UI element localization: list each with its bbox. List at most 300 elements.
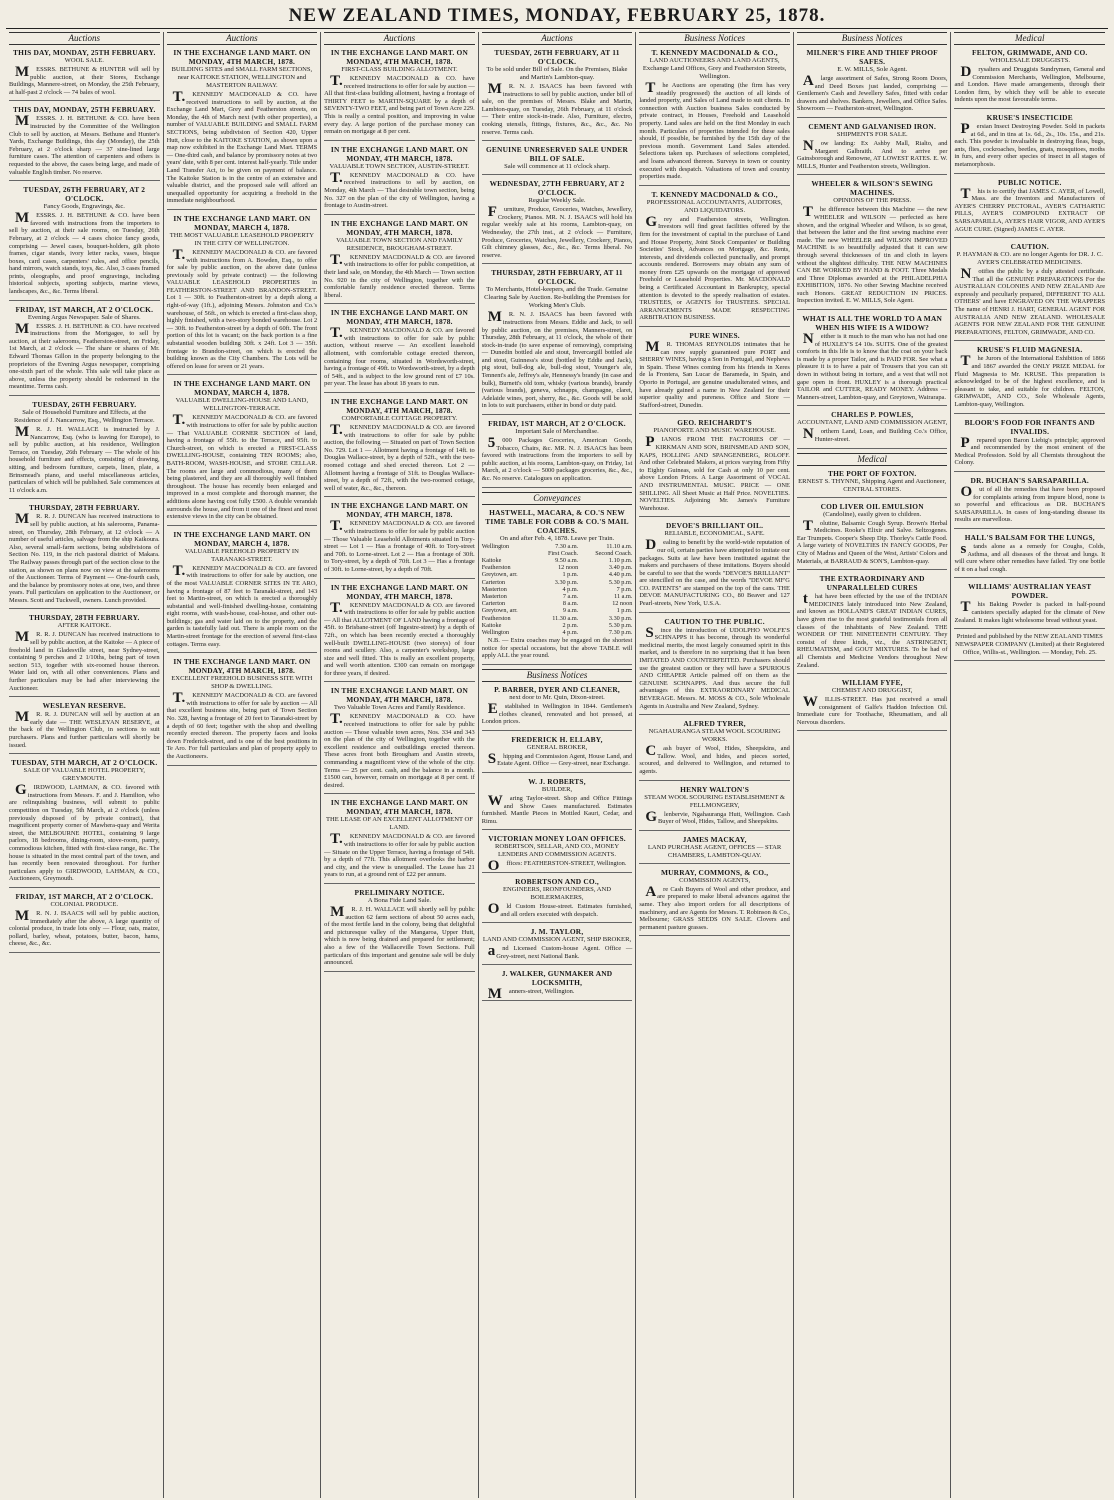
- ad-body: Shipping and Commission Agent, House Land, and Estate Agent. Office — Grey-street, near Exchange.: [487, 750, 633, 768]
- ad-body: that have been effected by the use of the INDIAN MEDICINES lately introduced into New Zealand, and known as HOLLAND'S GREAT INDIAN CURES, have given rise to the most grateful testimonials from all classes of the inhabitants of New Zealand. THE WONDER OF THE NINETEENTH CENTURY. They consist of three kinds, viz., the ASTRINGENT, RHEUMATISM, and GOUT MIXTURES. To be had of all Chemists and Medicine Vendors throughout New Zealand.: [796, 591, 948, 669]
- timetable-cell: Masterton: [481, 593, 507, 601]
- ad-subheading: STEAM WOOL SCOURING ESTABLISHMENT & FELLMONGERY,: [644, 793, 785, 809]
- ad-subheading: OPINIONS OF THE PRESS.: [833, 197, 912, 205]
- timetable-cell: 5.30 p.m.: [608, 578, 633, 586]
- timetable-cell: Carterton: [481, 578, 506, 586]
- ad-body: The Auctions are operating (the firm has very steadily progressed) the auction of all kinds of landed property, and Sales of Land made to suit clients. In connection with Auction business Sales conducted by private contract, in Houses, Freehold and Leasehold property. Land sales are held on the first Monday in each month. Particulars of properties intended for these sales should, if possible, be furnished by the 15th day of the previous month. Government Land Sales attended. Selections taken up. Purchases of selections completed, and loans advanced thereon. Surveys in town or country executed with despatch. Valuations of town and country properties made.: [639, 80, 790, 181]
- ad-heading: IN THE EXCHANGE LAND MART. ON MONDAY, 4TH MARCH, 1878.: [330, 582, 468, 601]
- advertisement: [9, 701, 160, 754]
- ad-subheading: Important Sale of Merchandise.: [515, 428, 599, 436]
- advertisement: [954, 533, 1105, 578]
- ad-subheading: FIRST-CLASS BUILDING ALLOTMENT.: [341, 66, 458, 73]
- timetable-cell: 7 p.m.: [616, 585, 633, 593]
- ad-heading: BLOOR'S FOOD FOR INFANTS AND INVALIDS.: [964, 417, 1095, 436]
- ad-heading: FELTON, GRIMWADE, AND CO.: [972, 48, 1088, 57]
- ad-body: The difference between this Machine — the new WHEELER and WILSON — perfected as here shown, and the original Wheeler and Wilson, is so great, that between the latter and the first sewing machine ever made. The new WHEELER and WILSON IMPROVED MACHINE is so beautifully adjusted that it can sew through several thicknesses of tin and cloth in layers without the slightest difficulty. THE NEW MACHINES CAN BE WORKED BY HAND & FOOT. Three Medals and Three Diplomas awarded at the PHILADELPHIA EXHIBITION, 1876. No other Sewing Machine received such Honors. GREAT REDUCTION IN PRICES. Inspection invited. E. W. MILLS, Sole Agent.: [796, 204, 948, 305]
- advertisement: [324, 308, 475, 393]
- ad-subheading: RELIABLE, ECONOMICAL, SAFE.: [664, 530, 765, 538]
- ad-heading: THIS DAY, MONDAY, 25TH FEBRUARY.: [13, 48, 156, 57]
- ad-body: Cash buyer of Wool, Hides, Sheepskins, and Tallow. Wool, and hides, and pieces sorted, scoured, and delivered to Wellington, and returned to agents.: [639, 743, 790, 775]
- timetable-cell: 1 p.m.: [616, 607, 633, 615]
- timetable-cell: 3.30 p.m.: [608, 614, 633, 622]
- ad-subheading: On and after Feb. 4, 1878. Leave per Train.: [499, 534, 615, 542]
- advertisement: [324, 501, 475, 578]
- advertisement: [9, 892, 160, 953]
- ad-body: Prepared upon Baron Liebig's principle; approved and recommended by the most eminent of the Medical Profession. Sold by all Chemists throughout the Colony.: [954, 434, 1106, 467]
- ad-subheading: VALUABLE DWELLING-HOUSE AND LAND, WELLINGTON-TERRACE.: [175, 397, 309, 413]
- ad-heading: IN THE EXCHANGE LAND MART. ON MONDAY, 4TH MARCH, 1878.: [330, 501, 468, 520]
- advertisement: [324, 48, 475, 141]
- timetable-cell: 3.40 p.m.: [608, 564, 633, 572]
- advertisement: [797, 48, 948, 118]
- advertisement: [954, 242, 1105, 341]
- advertisement: [167, 657, 318, 765]
- column-5: [635, 32, 793, 1498]
- ad-heading: IN THE EXCHANGE LAND MART. ON MONDAY, 4TH MARCH, 1878.: [330, 798, 468, 817]
- advertisement: [482, 268, 633, 415]
- advertisement: [9, 758, 160, 888]
- advertisement: [954, 476, 1105, 529]
- advertisement: [954, 113, 1105, 174]
- ad-subheading: PROFESSIONAL ACCOUNTANTS, AUDITORS, AND LIQUIDATORS.: [646, 198, 783, 214]
- ad-body: T.KENNEDY MACDONALD & CO. are favored with instructions from A. Bowden, Esq., to offer for sale by public auction, on the above date (unless previously sold by private contract) — the following VALUABLE LEASEHOLD PROPERTIES in FEATHERSTON-STREET AND BRANDON-STREET. Lot 1 — 30ft. to Featherston-street by a depth along a right-of-way (1ft.), adjoining Messrs. Johnston and Co.'s warehouse, of 56ft., on which is erected a first-class shop, highly finished, with a two-story bonded warehouse. Lot 2 — 30ft. to Featherston-street by a depth of 60ft. The front portion of this lot is vacant; on the back portion is a fine substantial wooden building 30ft. x 24ft. Lot 3 — 35ft. frontage to Brandon-street, on which is erected the building known as the City Chambers. The Lots will be offered on lease for seven or 21 years.: [166, 246, 318, 370]
- ad-body: MR. J. H. WALLACE is instructed by J. Nancarrow, Esq. (who is leaving for Europe), to sell by public auction, at his residence, Wellington Terrace, on Tuesday, 26th February — The whole of his household furniture and effects, consisting of drawing, sitting, and bedroom furniture, carpets, linen, plate, a Brinsmead's piano, and useful miscellaneous articles, particulars of which will be published. Sale commences at 11 o'clock a.m.: [9, 424, 160, 494]
- ad-heading: HENRY WALTON'S: [680, 784, 750, 794]
- timetable-row: [482, 629, 633, 636]
- ad-subheading: SALE OF VALUABLE HOTEL PROPERTY, GREYMOUTH.: [23, 767, 146, 783]
- advertisement: [482, 834, 633, 873]
- ad-body: T.KENNEDY MACDONALD & CO. have received instructions to sell by auction, at the Exchange Land Mart, Grey and Featherston streets, on Monday, the 4th of March next (with other properties), a number of VALUABLE BUILDING and SMALL FARM SECTIONS, being subdivision of Section 420, Upper Hutt, close to the KAITOKE STATION, as shown upon a map now exhibited in the Exchange Land Mart. TERMS — One-third cash, and balance by promissory notes at two years' date, with 8 per cent. interest half-yearly. Title under Land Transfer Act, to be given on payment of balance. The Kaitoke Station is in the centre of an extensive and valuable district, and the proposed sale will afford an unequalled opportunity for acquiring a freehold in the immediate neighbourhood.: [166, 89, 318, 205]
- timetable-row: [482, 557, 633, 564]
- ad-list: [797, 48, 948, 731]
- advertisement: [482, 48, 633, 141]
- ad-body: Established in Wellington in 1844. Gentlemen's clothes cleaned, renovated and hot pressed, at London prices.: [481, 701, 633, 726]
- ad-heading: KRUSE'S INSECTICIDE: [986, 112, 1073, 122]
- timetable-cell: 1 p.m.: [562, 571, 579, 579]
- ad-list: [482, 685, 633, 1001]
- advertisement: [482, 969, 633, 1001]
- ad-list: [482, 48, 633, 488]
- ad-body: T.KENNEDY MACDONALD & CO. are favored with instructions to offer for sale by public auction — All that ALLOTMENT OF LAND having a frontage of 45ft. to Brisbane-street (off Ingestre-street) by a depth of 72ft., on which has been recently erected a thoroughly well-built DWELLING-HOUSE (two storeys) of four rooms and scullery. Also, a carpenter's workshop, large size and well fitted. This is really an excellent property, and well worth attention. £300 can remain on mortgage for three years, if desired.: [324, 599, 475, 677]
- ad-heading: IN THE EXCHANGE LAND MART. ON MONDAY, 4TH MARCH, 1878.: [330, 308, 468, 327]
- ad-heading: PURE WINES.: [689, 331, 740, 341]
- timetable-cell: Second Coach.: [595, 549, 633, 557]
- ad-body: MESSRS. BETHUNE & HUNTER will sell by public auction, at their Stores, Exchange Buildings, Mannere-street, on Monday, the 25th February, at half-past 2 o'clock — 74 bales of wool.: [9, 64, 160, 96]
- timetable-cell: First Coach.: [547, 549, 579, 557]
- ad-body: T.KENNEDY MACDONALD & CO. have received instructions to sell by auction, on Monday, 4th March — That desirable town section, being No. 327 on the plan of the city of Wellington, having a frontage to Austin-street.: [324, 169, 475, 210]
- ad-heading: COD LIVER OIL EMULSION: [820, 501, 924, 511]
- ad-subheading: LAND AND COMMISSION AGENT, SHIP BROKER,: [482, 936, 632, 944]
- ad-subheading: Fancy Goods, Engravings, &c.: [43, 203, 125, 211]
- advertisement: [9, 400, 160, 499]
- ad-body: Drysalters and Druggists Sundrymen, General and Commission Merchants, Wellington, Melbourne, and London. Have made arrangements, through their London firm, by which they will be able to execute indents upon the most favourable terms.: [954, 64, 1106, 104]
- timetable-cell: 2 p.m.: [562, 621, 579, 629]
- section-heading: Business Notices: [797, 32, 948, 45]
- timetable-cell: Masterton: [481, 585, 507, 593]
- advertisement: [167, 48, 318, 210]
- ad-heading: DEVOE'S BRILLIANT OIL.: [666, 521, 764, 531]
- ad-heading: ALFRED TYRER,: [683, 719, 746, 729]
- ad-heading: MURRAY, COMMONS, & CO.,: [660, 867, 769, 877]
- timetable-row: [482, 622, 633, 629]
- ad-body: MR. J. H. WALLACE will shortly sell by public auction 62 farm sections of about 50 acres each, of the most fertile land in the colony, being that delightful and picturesque valley of the Mangaroa, Upper Hutt, which is now being drained and prepared for settlement; also a few of the Wallaceville Town Sections. Full particulars of this important and genuine sale will be duly announced.: [324, 903, 475, 967]
- ad-body: Notifies the public by a duly attested certificate. That all the GENUINE PREPARATIONS For the AUSTRALIAN COLONIES AND NEW ZEALAND Are expressly and peculiarly prepared, DIFFERENT TO ALL OTHERS' and have ENGRAVED ON THE WRAPPERS The name of HENRI J. HART, GENERAL AGENT FOR AUSTRALIA AND NEW ZEALAND. WHOLESALE AGENTS FOR NEW ZEALAND FOR THE GENUINE PREPARATIONS, FELTON, GRIMWADE, AND CO.: [954, 266, 1106, 336]
- ad-heading: WESLEYAN RESERVE.: [42, 701, 126, 711]
- timetable-row: [482, 600, 633, 607]
- ad-body: T.KENNEDY MACDONALD & CO. are favored with instructions to offer for sale by public auction, without reserve — An excellent leasehold allotment, with comfortable cottage erected thereon, containing four rooms, situated in Wordsworth-street, having a frontage of 49ft. to Wordsworth-street, by a depth of 54ft., and is subject to the low ground rent of £7 10s. per year. The lease has about 18 years to run.: [324, 325, 475, 388]
- ad-subheading: Two Valuable Town Acres and Family Residence.: [333, 704, 466, 712]
- ad-body: Waring Taylor-street. Shop and Office Fittings and Show Cases manufactured. Estimates furnished. Mantle Pieces in Mottled Kauri, Cedar, and Rimu.: [481, 792, 633, 825]
- timetable-row: [482, 579, 633, 586]
- ad-body: Manners-street, Wellington.: [487, 986, 575, 1003]
- section-heading: Conveyances: [482, 492, 633, 505]
- ad-body: Tolutine, Balsamic Cough Syrup. Brown's Herbal Medicines. Rooke's Elixir and Salve. Seltzogenes. Ear Trumpets. Cooper's Sheep Dip. Thorley's Cattle Food. A large variety of NOVELTIES IN FANCY GOODS, Per City of Madras and Queen of the West, Artists' Colors and Materials, at BARRAUD & SON'S, Lambton-quay.: [796, 517, 948, 565]
- ad-body: WILLIS-STREET. Has just received a small consignment of Galfe's Haddon Infection Oil. Immediate cure for Toothache, Rheumatism, and all Nervous disorders.: [796, 694, 948, 726]
- ad-heading: JAMES MACKAY,: [682, 834, 747, 844]
- ad-heading: TUESDAY, 26TH FEBRUARY, AT 11 O'CLOCK.: [494, 48, 620, 66]
- timetable-cell: 12 noon: [612, 600, 633, 608]
- ad-note: N.B. — Extra coaches may be engaged on the shortest notice for special occasions, but the above TABLE will apply ALL the year round.: [481, 637, 633, 660]
- timetable-row: [482, 593, 633, 600]
- ad-body: MR. R. J. DUNCAN will sell by auction at an early date — THE WESLEYAN RESERVE, at the back of the Wellington Club, in sections to suit purchasers. Plans and further particulars will shortly be issued.: [9, 709, 160, 749]
- ad-body: Out of all the remedies that have been proposed for complaints arising from impure blood, none is so powerful and efficacious as DR. BUCHAN'S SARSAPARILLA. In cases of long-standing disease its results are marvellous.: [954, 483, 1106, 524]
- ad-subheading: ERNEST S. THYNNE, Shipping Agent and Auctioneer, CENTRAL STORES.: [798, 477, 947, 493]
- advertisement: [797, 179, 948, 310]
- ad-list: [639, 48, 790, 936]
- column-6: [793, 32, 951, 1498]
- ad-subheading: PIANOFORTE AND MUSIC WAREHOUSE.: [653, 427, 776, 435]
- advertisement: [954, 633, 1105, 661]
- advertisement: [482, 685, 633, 731]
- advertisement: [324, 888, 475, 972]
- ad-subheading: VALUABLE FREEHOLD PROPERTY IN TARANAKI-STREET.: [184, 547, 299, 563]
- timetable-row: [482, 586, 633, 593]
- ad-body: T.KENNEDY MACDONALD & CO. are favored with instructions to offer for sale by public auction — That VALUABLE CORNER SECTION of land, having a frontage of 55ft. to the Terrace, and 95ft. to Church-street, on which is erected a FIRST-CLASS DWELLING-HOUSE, containing TEN ROOMS; also, BATH-ROOM, WASH-HOUSE, and STORE CELLAR. The rooms are large and commodious, many of them being plastered, and they are all thoroughly well finished throughout. The house has recently been enlarged and improved in a most complete and thorough manner, the additions alone having cost fully £500. A double verandah surrounds the house, and from it one of the finest and most extensive views in the city can be obtained.: [166, 412, 318, 521]
- ad-body: Persian Insect Destroying Powder. Sold in packets at 6d., and in tins at 1s. 6d., 2s., 10s. 15s., and 21s. each. This powder is invaluable in destroying fleas, bugs, ants, flies, cockroaches, beetles, gnats, mosquitoes, moths in furs, and every other species of insect in all stages of metamorphosis.: [954, 120, 1106, 168]
- advertisement: [639, 719, 790, 780]
- ad-heading: MILNER'S FIRE AND THIEF PROOF SAFES.: [806, 48, 938, 66]
- advertisement: [9, 105, 160, 181]
- timetable-cell: 5.30 p.m.: [608, 621, 633, 629]
- ad-heading: TUESDAY, 26TH FEBRUARY.: [32, 400, 137, 409]
- ad-heading: HALL'S BALSAM FOR THE LUNGS,: [964, 532, 1095, 542]
- timetable-row: [482, 543, 633, 550]
- ad-heading: ROBERTSON AND CO.,: [515, 876, 599, 886]
- ad-subheading: LAND AUCTIONEERS AND LAND AGENTS, Exchange Land Offices, Grey and Featherston Streets, Wellington.: [642, 57, 787, 80]
- ad-heading: THURSDAY, 28TH FEBRUARY, AT 11 O'CLOCK.: [491, 268, 623, 287]
- ad-subheading: SHIPMENTS FOR SALE.: [836, 130, 908, 138]
- ad-heading: FRIDAY, 1ST MARCH, AT 2 O'CLOCK.: [488, 419, 626, 429]
- ad-heading: J. WALKER, GUNMAKER AND LOCKSMITH,: [501, 969, 613, 988]
- ad-subheading: To Merchants, Hotel-keepers, and the Trade. Genuine Clearing Sale by Auction. Re-building the Premises for Working Men's Club.: [484, 286, 630, 310]
- ad-body: Are Cash Buyers of Wool and other produce, and are prepared to make liberal advances against the same. They also import orders for all descriptions of machinery, and are Agents for Messrs. T. Robinson & Co., Melbourne; GRASS SEEDS ON SALE. Clovers and permanent pasture grasses.: [639, 883, 790, 931]
- ad-heading: IN THE EXCHANGE LAND MART. ON MONDAY, MARCH 4, 1878.: [173, 529, 311, 548]
- advertisement: [482, 735, 633, 773]
- column-4: [478, 32, 636, 1498]
- advertisement: [954, 345, 1105, 413]
- ad-subheading: BUILDER,: [541, 785, 573, 793]
- ad-subheading: ENGINEERS, IRONFOUNDERS, AND BOILERMAKERS,: [502, 885, 612, 901]
- ad-heading: IN THE EXCHANGE LAND MART. ON MONDAY, 4TH MARCH, 1878.: [173, 657, 311, 676]
- ad-heading: IN THE EXCHANGE LAND MART. ON MONDAY, 4TH MARCH, 1878.: [330, 144, 468, 163]
- advertisement: [482, 877, 633, 923]
- advertisement: [482, 179, 633, 264]
- ad-subheading: WOOL SALE.: [64, 57, 104, 64]
- timetable-row: [482, 615, 633, 622]
- timetable-cell: Greytown, arr.: [481, 607, 518, 615]
- ad-heading: HASTWELL, MACARA, & CO.'S NEW TIME TABLE FOR COBB & CO.'S MAIL COACHES.: [485, 507, 629, 535]
- ad-heading: THE PORT OF FOXTON.: [827, 468, 917, 478]
- ad-body: MESSRS. J. H. BETHUNE & CO. have been favored with instructions from the importers to sell by auction, at their sale rooms, on Tuesday, 26th February, at 2 o'clock — 4 cases choice fancy goods, comprising — Jewel cases, bouquet-holders, gilt photo frames, cigar stands, ivory letter racks, vases, bisque boxes, card cases, carpenters' rules, and office pencils, hand mirrors, watch stands, toys, &c. Also, 3 cases framed prints, oleographs, and proof engravings, including historical subjects, sporting subjects, marine views, landscapes, &c., &c. Terms liberal.: [9, 210, 160, 296]
- ad-body: Northern Land, Loan, and Building Co.'s Office, Hunter-street.: [802, 426, 948, 443]
- ad-heading: THIS DAY, MONDAY, 25TH FEBRUARY.: [13, 105, 156, 115]
- advertisement: [482, 419, 633, 488]
- ad-subheading: Sale will commence at 11 o'clock sharp.: [504, 163, 610, 171]
- ad-heading: PUBLIC NOTICE.: [997, 177, 1062, 187]
- advertisement: [9, 48, 160, 101]
- ad-subheading: Printed and published by the NEW ZEALAND TIMES NEWSPAPER COMPANY (Limited) at their Registered Office, Willis-st., Wellington. — Monday, Feb. 25.: [955, 633, 1105, 657]
- ad-subheading: E. W. MILLS, Sole Agent.: [837, 66, 908, 73]
- advertisement: [324, 145, 475, 215]
- ad-body: T.KENNEDY MACDONALD & CO. have received instructions to offer for sale by public auction — Those valuable town acres, Nos. 334 and 343 on the plan of the city of Wellington, together with the excellent residence and outbuildings erected thereon. These acres front both Brougham and Austin streets, commanding a magnificent view of the whole of the city. Terms — 25 per cent. cash, and the balance in a month. £1500 can, however, remain on mortgage at 8 per cent. if desired.: [324, 711, 475, 789]
- ad-heading: GEO. REICHARDT'S: [677, 418, 752, 428]
- ad-body: Furniture, Produce, Groceries, Watches, Jewellery, Crockery, Pianos. MR. N. J. ISAACS will hold his regular weekly sale at his rooms, Lambton-quay, on Wednesday, the 27th inst., at 2 o'clock — Furniture, Produce, Groceries, Watches, Jewellery, Crockery, Pianos, Gilt chimney glasses, &c., &c., &c. Terms liberal. No reserve.: [481, 204, 633, 259]
- ad-subheading: COLONIAL PRODUCE.: [50, 900, 119, 908]
- column-1: [6, 32, 163, 1498]
- timetable-row: [482, 571, 633, 578]
- ad-heading: P. BARBER, DYER AND CLEANER,: [494, 685, 620, 695]
- section-heading: Business Notices: [482, 669, 633, 682]
- advertisement: [954, 48, 1105, 109]
- ad-heading: VICTORIAN MONEY LOAN OFFICES.: [488, 834, 626, 844]
- ad-body: MR. N. J. ISAACS has been favored with instructions to sell by public auction, under bill of sale, on the premises of Messrs. Blake and Martin, Lambton-quay, on Tuesday, 26th February, at 11 o'clock — Their entire stock-in-trade. Also, Furniture, electro, cooking utensils, fittings, fixtures, &c., &c., &c. No reserve. Terms cash.: [481, 81, 633, 136]
- advertisement: [324, 583, 475, 683]
- section-heading: Auctions: [324, 32, 475, 45]
- ad-heading: WILLIAM FYFE,: [841, 678, 903, 688]
- ad-body: MR. R. J. DUNCAN has received instructions to sell by public auction, at the Kaitoke — A piece of freehold land in Gladesville street, near Sydney-street, containing 9 perches and 2 1/10ths, being part of town section 513, together with six-roomed house thereon. Water laid on, with all other conveniences. Plans and further particulars may be had after interviewing the Auctioneer.: [9, 629, 160, 692]
- section-heading: Medical: [954, 32, 1105, 45]
- ad-subheading: To be sold under Bill of Sale. On the Premises, Blake and Martin's Lambton-quay.: [486, 66, 628, 81]
- ad-body: stands alone as a remedy for Coughs, Colds, Asthma, and all diseases of the throat and lungs. It will cure where other remedies have failed. Try one bottle of it on a bad cough.: [954, 540, 1106, 573]
- advertisement: [639, 785, 790, 831]
- ad-heading: THE EXTRAORDINARY AND UNPARALLELED CURES: [819, 574, 925, 593]
- advertisement: [9, 503, 160, 609]
- advertisement: [639, 521, 790, 612]
- advertisement: [324, 219, 475, 305]
- advertisement: [9, 185, 160, 301]
- advertisement: [639, 418, 790, 517]
- ad-body: Grey and Featherston streets, Wellington. Investors will find great facilities offered by the firm for the investment of capital in the purchase of Land and House Property, Joint Stock Companies' or Building Societies' Stock, Advances on Mortgage, &c. Rents, interests, and dividends collected punctually, and prompt accounts rendered. Borrowers may obtain any sum of money from £25 upwards on the mortgage of approved Freehold or Leasehold Properties. Mr. MACDONALD being a Certificated Accountant in Bankruptcy, special attention is devoted to the speedy realisation of estates. TRUSTEES, or AGENTS for TRUSTEES. SPECIAL ARRANGEMENTS MADE RESPECTING ARBITRATION BUSINESS.: [639, 213, 790, 322]
- timetable-cell: 4.40 p.m.: [608, 571, 633, 579]
- advertisement: [797, 678, 948, 731]
- advertisement: [954, 582, 1105, 629]
- ad-subheading: ACCOUNTANT, LAND AND COMMISSION AGENT,: [797, 419, 948, 427]
- ad-subheading: Evening Argus Newspaper. Sale of Shares.: [27, 313, 141, 321]
- advertisement: [797, 574, 948, 674]
- ad-subheading: THE MOST VALUABLE LEASEHOLD PROPERTY IN THE CITY OF WELLINGTON.: [169, 231, 315, 247]
- ad-heading: CHARLES P. POWLES,: [831, 410, 914, 420]
- ad-subheading: GENERAL BROKER,: [526, 743, 588, 751]
- ad-heading: W. J. ROBERTS,: [528, 776, 586, 786]
- ad-heading: IN THE EXCHANGE LAND MART. ON MONDAY, MARCH 4, 1878.: [173, 213, 311, 232]
- ad-subheading: A Bona Fide Land Sale.: [367, 896, 432, 904]
- timetable-cell: Featherston: [481, 614, 511, 622]
- ad-body: This Baking Powder is packed in half-pound canisters specially adapted for the climate of New Zealand. It makes light wholesome bread without yeast.: [954, 599, 1106, 624]
- ad-subheading: THE LEASE OF AN EXCELLENT ALLOTMENT OF LAND.: [325, 816, 473, 832]
- ad-body: Alarge assortment of Safes, Strong Room Doors, and Deed Boxes just landed, comprising — Gentlemen's Cash and Jewellery Safes, fitted with cedar drawers and shelves. Bankers, Jewellers, and Office Safes. Showroom — Featherston-street, Wellington.: [796, 73, 948, 113]
- advertisement: [324, 686, 475, 794]
- section-heading: Auctions: [9, 32, 160, 45]
- timetable-cell: 11 a.m.: [614, 593, 633, 601]
- ad-subheading: EXCELLENT FREEHOLD BUSINESS SITE WITH SHOP & DWELLING.: [171, 675, 313, 691]
- advertisement: [324, 798, 475, 884]
- advertisement: [639, 48, 790, 186]
- ad-subheading: NGAHAURANGA STEAM WOOL SCOURING WORKS.: [648, 728, 781, 744]
- ad-heading: FRIDAY, 1ST MARCH, AT 2 O'CLOCK.: [15, 304, 154, 314]
- ad-subheading: Regular Weekly Sale.: [528, 197, 586, 205]
- advertisement: [639, 617, 790, 716]
- timetable-row: [482, 564, 633, 571]
- advertisement: [954, 418, 1105, 472]
- ad-subheading: COMFORTABLE COTTAGE PROPERTY.: [341, 415, 458, 423]
- ad-body: T.KENNEDY MACDONALD & CO. are favored with instructions to offer for sale by auction, one of the most VALUABLE CORNER SITES IN TE ARO, having a frontage of 87 feet to Taranaki-street, and 143 feet to Martin-street, on which is erected a thoroughly substantial and well-finished dwelling-house, containing eight rooms, with wash-house, coal-house, and other out-buildings; gas and water laid on to the property, and the garden is tastefully laid out. There is ample room on the Martin-street frontage for the erection of several first-class cottages. Terms easy.: [166, 562, 318, 648]
- ad-body: Offices: FEATHERSTON-STREET, Wellington.: [487, 858, 627, 875]
- ad-heading: T. KENNEDY MACDONALD & CO.,: [651, 189, 778, 199]
- advertisement: [639, 190, 790, 327]
- ad-body: and Licensed Custom-house Agent. Office — Grey-street, next National Bank.: [487, 943, 633, 960]
- timetable-cell: 3.30 p.m.: [554, 578, 579, 586]
- advertisement: [797, 122, 948, 175]
- ad-body: Neither is it much to the man who has not had one of HUXLEY'S £4 10s. SUITS. One of the greatest comforts in this life is to know that the coat on your back is made by a proper Tailor, and is PAID FOR. See what a pleasure it is to have a pair of Trousers that you can sit down in without being in torture, and a vest that will not gape open in front. HUXLEY is a thorough practical TAILOR and CUTTER, READY MONEY. Address — Manners-street, Lambton-quay, and Greytown, Wairarapa.: [796, 331, 948, 401]
- timetable-cell: 11.10 a.m.: [606, 542, 633, 550]
- advertisement: [482, 927, 633, 965]
- ad-body: MESSRS. J. H. BETHUNE & CO. have been instructed by the Committee of the Wellington Club to sell by auction, at Messrs. Bethune and Hunter's Yards, Exchange Buildings, this day (Monday), the 25th February, at 2 o'clock sharp — 37 sine-lined large furniture cases. The attention of carpenters and others is requested to the above, the cases being large, and made of valuable English timber. No reserve.: [9, 113, 160, 176]
- advertisement: [167, 530, 318, 654]
- ad-heading: FRIDAY, 1ST MARCH, AT 2 O'CLOCK.: [15, 891, 154, 901]
- ad-body: MR. N. J. ISAACS has been favored with instructions from Messrs. Eddie and Jack, to sell by public auction, on the premises, Manners-street, on Thursday, 28th February, at 11 o'clock, the whole of their stock-in-trade (to save expense of removing), comprising — Dunedin bottled ale and stout, Invercargill bottled ale and stout, Guinness's stout (bottled by Eddie and Jack), pig stout, bull-dog ale, bull-dog stout, Younger's ale, Tennent's ale, Jeffrey's ale, Hennessy's brandy (in case and bulk), Burnett's old tom, whisky (various brands), brandy (various brands), geneva, schnapps, champagne, claret, Adelaide wines, port, sherry, &c., &c. Goods will be sold in lots to suit purchasers, either in bond or duty paid.: [481, 309, 633, 410]
- ad-subheading: (Candoline), easily given to children.: [823, 510, 922, 518]
- advertisement: [639, 835, 790, 864]
- ad-subheading: P. HAYMAN & CO. are no longer Agents for DR. J. C. AYER'S CELEBRATED MEDICINES.: [956, 251, 1103, 267]
- ad-list: [324, 48, 475, 972]
- ad-body: MR. THOMAS REYNOLDS intimates that he can now supply guaranteed pure PORT and SHERRY WINES, having a Son in Portugal, and Nephews in Spain. These Wines coming from his friends in Xeres de la Frontera, San Lucar de Barameda, in Spain, and Oporto in Portugal, are genuine unadulterated wines, and have already gained a name in New Zealand for their superior quality and pureness. Office and Store — Stafford-street, Dunedin.: [639, 339, 790, 409]
- ad-heading: TUESDAY, 5TH MARCH, AT 2 O'CLOCK.: [11, 758, 158, 768]
- timetable: [482, 543, 633, 637]
- ad-subheading: WHOLESALE DRUGGISTS.: [989, 57, 1071, 64]
- timetable-row: [482, 607, 633, 614]
- section-heading: Auctions: [482, 32, 633, 45]
- ad-subheading: AFTER KAITOKE.: [57, 622, 111, 630]
- ad-subheading: CHEMIST AND DRUGGIST,: [831, 687, 913, 695]
- ad-heading: WILLIAMS' AUSTRALIAN YEAST POWDER.: [968, 582, 1092, 601]
- timetable-cell: Greytown, arr.: [481, 571, 518, 579]
- ad-body: Dealing to benefit by the world-wide reputation of our oil, certain parties have attempted to imitate our packages. Suits at law have been instituted against the makers and purchasers of these imitations. Buyers should be careful to see that the words "DEVOE'S BRILLIANT" are stencilled on the case, and the words "DEVOE MF'G CO. PATENTS" are stamped on the top of the cans. THE DEVOE MANUFACTURING CO., 80 Beaver and 127 Pearl-streets, New York, U.S.A.: [639, 537, 790, 608]
- ad-subheading: Sale of Household Furniture and Effects, at the Residence of J. Nancarrow, Esq., Wellington Terrace.: [13, 409, 155, 424]
- ad-body: This is to certify that JAMES C. AYER, of Lowell, Mass. are the Inventors and Manufacturers of AYER'S CHERRY PECTORAL, AYER'S CATHARTIC PILLS, AYER'S COMPOUND EXTRACT OF SARSAPARILLA, AYER'S HAIR VIGOR, AND AYER'S AGUE CURE. (Signed) JAMES C. AYER.: [954, 185, 1106, 233]
- timetable-row: [482, 550, 633, 557]
- ad-heading: TUESDAY, 26TH FEBRUARY, AT 2 O'CLOCK.: [23, 185, 146, 204]
- timetable-cell: 4 p.m.: [562, 585, 579, 593]
- ad-body: The Jurors of the International Exhibition of 1866 and 1867 awarded the ONLY PRIZE MEDAL for Fluid Magnesia to Mr. KRUSE. This preparation is acknowledged to be of the highest excellence, and is pleasant to take, and suitable for children. FELTON, GRIMWADE, AND CO., Sole Wholesale Agents, Lambton-quay, Wellington.: [954, 353, 1106, 408]
- ad-heading: J. M. TAYLOR,: [530, 927, 584, 937]
- advertisement: [482, 777, 633, 830]
- timetable-cell: 7.30 p.m.: [608, 629, 633, 637]
- advertisement: [639, 331, 790, 414]
- advertisement: [797, 502, 948, 571]
- ad-list: [954, 48, 1105, 661]
- advertisement: [797, 314, 948, 406]
- advertisement: [639, 868, 790, 937]
- advertisement: [167, 379, 318, 525]
- ad-body: T.KENNEDY MACDONALD & CO. have received instructions to offer for sale by auction — All that first-class building allotment, having a frontage of THIRTY FEET to MARTIN-SQUARE by a depth of SEVENTY-TWO FEET, and being part of Town Acre 229. This is really a central position, and improving in value every day. A large portion of the purchase money can remain on mortgage at 8 per cent.: [324, 73, 475, 136]
- ad-body: MESSRS. J. H. BETHUNE & CO. have received instructions from the Mortgagee, to sell by auction, at their salerooms, Featherston-street, on Friday, 1st March, at 2 o'clock — The share or shares of Mr. Edward Thomas Gillon in the property belonging to the proprietors of the Evening Argus newspaper, comprising one-sixth part of the whole. This sale will take place as above, unless the property should be redeemed in the meantime. Terms cash.: [9, 320, 160, 391]
- advertisement: [954, 178, 1105, 239]
- ad-list: [167, 48, 318, 766]
- timetable-cell: Kaitoke: [481, 621, 502, 629]
- ad-heading: CAUTION.: [1010, 242, 1049, 252]
- ad-body: T.KENNEDY MACDONALD & CO. are favored with instructions to offer for public competition, at their land sale, on Monday, the 4th March — Town section No. 920 in the city of Wellington, together with the comfortable family residence erected thereon. Terms liberal.: [324, 251, 475, 299]
- ad-body: PIANOS FROM THE FACTORIES OF — KIRKMAN AND SON, BRINSMEAD AND SON, KAPS, HOLLING AND SPANGENBERG, ROLOFF. And other Celebrated Makers, at prices varying from Fifty to Eighty Guineas, sold for Cash at only 10 per cent. above London Prices. A Large Assortment of VOCAL AND INSTRUMENTAL MUSIC. PRICE — ONE SHILLING. All Sheet Music at Half Price. NOVELTIES. NOVELTIES. Adjoining Mr. James's Furniture Warehouse.: [639, 434, 790, 512]
- ad-heading: IN THE EXCHANGE LAND MART. ON MONDAY, 4TH MARCH, 1878.: [330, 218, 468, 237]
- ad-body: MR. N. J. ISAACS will sell by public auction, immediately after the above, A large quantity of colonial produce, in trade lots only — Flour, oats, maize, pollard, barley, wheat, potatoes, butter, bacon, hams, cheese, &c., &c.: [9, 907, 160, 948]
- ad-heading: IN THE EXCHANGE LAND MART. ON MONDAY, 4TH MARCH, 1878.: [330, 48, 468, 66]
- ad-body: T.KENNEDY MACDONALD & CO. are favored with instructions to offer for sale by public auction — Situate on the Upper Terrace, having a frontage of 54ft. by a depth of 77ft. This allotment overlooks the harbor and city, and the view is unequalled. The Lease has 21 years to run, at a ground rent of £22 per annum.: [324, 831, 475, 879]
- timetable-cell: 1.10 p.m.: [608, 557, 633, 564]
- ad-heading: THURSDAY, 28TH FEBRUARY.: [29, 613, 140, 623]
- timetable-cell: Wellington: [481, 629, 510, 637]
- timetable-cell: Wellington: [481, 542, 510, 550]
- masthead: NEW ZEALAND TIMES, MONDAY, FEBRUARY 25, 1878.: [6, 4, 1108, 29]
- advertisement: [797, 410, 948, 448]
- advertisement: [482, 145, 633, 175]
- ad-body: 5000 Packages Groceries, American Goods, Tobacco, Chairs, &c. MR. N. J. ISAACS has been favored with instructions from the importers to sell by public auction, at his rooms, Lambton-quay, on Friday, 1st March, at 2 o'clock — 5000 packages groceries, &c., &c., &c. No reserve. Catalogues on application.: [481, 435, 633, 482]
- ad-subheading: BUILDING SITES and SMALL FARM SECTIONS, near KAITOKE STATION, WELLINGTON and MASTERTON RAILWAY.: [171, 66, 313, 89]
- timetable-cell: 9 a.m.: [562, 607, 579, 615]
- ad-subheading: ROBERTSON, SELLAR, AND CO., MONEY LENDERS AND COMMISSION AGENTS.: [494, 843, 620, 859]
- ad-heading: IN THE EXCHANGE LAND MART. ON MONDAY, 4TH MARCH, 1878.: [173, 48, 311, 66]
- ad-heading: PRELIMINARY NOTICE.: [354, 887, 445, 897]
- timetable-cell: 12 noon: [558, 564, 579, 572]
- ad-body: Glenbervie, Ngahauranga Hutt, Wellington. Cash Buyer of Wool, Hides, Tallow, and Sheepskins.: [645, 808, 790, 826]
- ad-heading: IN THE EXCHANGE LAND MART. ON MONDAY, MARCH 4, 1878.: [173, 379, 311, 398]
- columns: [6, 32, 1108, 1498]
- ad-heading: T. KENNEDY MACDONALD & CO.,: [651, 48, 778, 57]
- timetable-cell: 7 a.m.: [562, 593, 579, 601]
- ad-heading: THURSDAY, 28TH FEBRUARY.: [29, 503, 140, 513]
- ad-heading: WHAT IS ALL THE WORLD TO A MAN WHEN HIS WIFE IS A WIDOW?: [802, 314, 943, 333]
- ad-heading: IN THE EXCHANGE LAND MART. ON MONDAY, 4TH MARCH, 1878.: [330, 686, 468, 705]
- ad-heading: GENUINE UNRESERVED SALE UNDER BILL OF SALE.: [485, 145, 629, 164]
- timetable-cell: [482, 550, 534, 557]
- section-heading: Medical: [797, 453, 948, 466]
- ad-heading: KRUSE'S FLUID MAGNESIA.: [977, 345, 1083, 355]
- ad-body: T.KENNEDY MACDONALD & CO. are favored with instructions to offer for sale by auction — All that excellent business site, being part of Town Section No. 328, having a frontage of 20 feet to Taranaki-street by a depth of 60 feet; together with the shop and dwelling recently erected thereon. The property faces and looks down Frederick-street, and is one of the best positions in Te Aro. For full particulars and plan of property apply to the Auctioneers.: [166, 690, 318, 760]
- ad-heading: DR. BUCHAN'S SARSAPARILLA.: [970, 475, 1089, 485]
- ad-subheading: LAND PURCHASE AGENT, OFFICES — STAR CHAMBERS, LAMBTON-QUAY.: [647, 843, 782, 859]
- ad-heading: CAUTION TO THE PUBLIC.: [664, 616, 765, 626]
- ad-body: MR. R. J. DUNCAN has received instructions to sell by public auction, at his salerooms, Panama-street, on Thursday, 28th February, at 12 o'clock — A number of useful articles, salvage from the ship Kaikoura. Also, several small-farm sections, being subdivisions of Section No. 119, in the rich pastoral district of Makara. The Railway passes through part of the section close to the station, as shown on plans now on view at the salerooms of the Auctioneer. Terms of Payment — One-fourth cash, and the balance by promissory notes at one, two, and three years. Full particulars on application to the Auctioneer, or Messrs. Scott and Tuckwell, owners. Lunch provided.: [9, 511, 160, 604]
- timetable-cell: 11.30 a.m.: [552, 614, 579, 622]
- ad-body: Now landing: Ex Ashby Mall, Rialto, and Margaret Galbraith. And to arrive per Gainsborough and Renowne, AT LOWEST RATES. E. W. MILLS, Hunter and Featherston streets, Wellington.: [796, 137, 948, 170]
- section-heading: Auctions: [167, 32, 318, 45]
- ad-subheading: VALUABLE TOWN SECTION AND FAMILY RESIDENCE, BROUGHAM-STREET.: [336, 236, 463, 252]
- ad-heading: FREDERICK H. ELLABY,: [511, 734, 603, 744]
- ad-heading: WHEELER & WILSON'S SEWING MACHINES.: [811, 179, 934, 198]
- advertisement: [167, 214, 318, 376]
- advertisement: [797, 469, 948, 498]
- section-heading: Business Notices: [639, 32, 790, 45]
- advertisement: [9, 305, 160, 396]
